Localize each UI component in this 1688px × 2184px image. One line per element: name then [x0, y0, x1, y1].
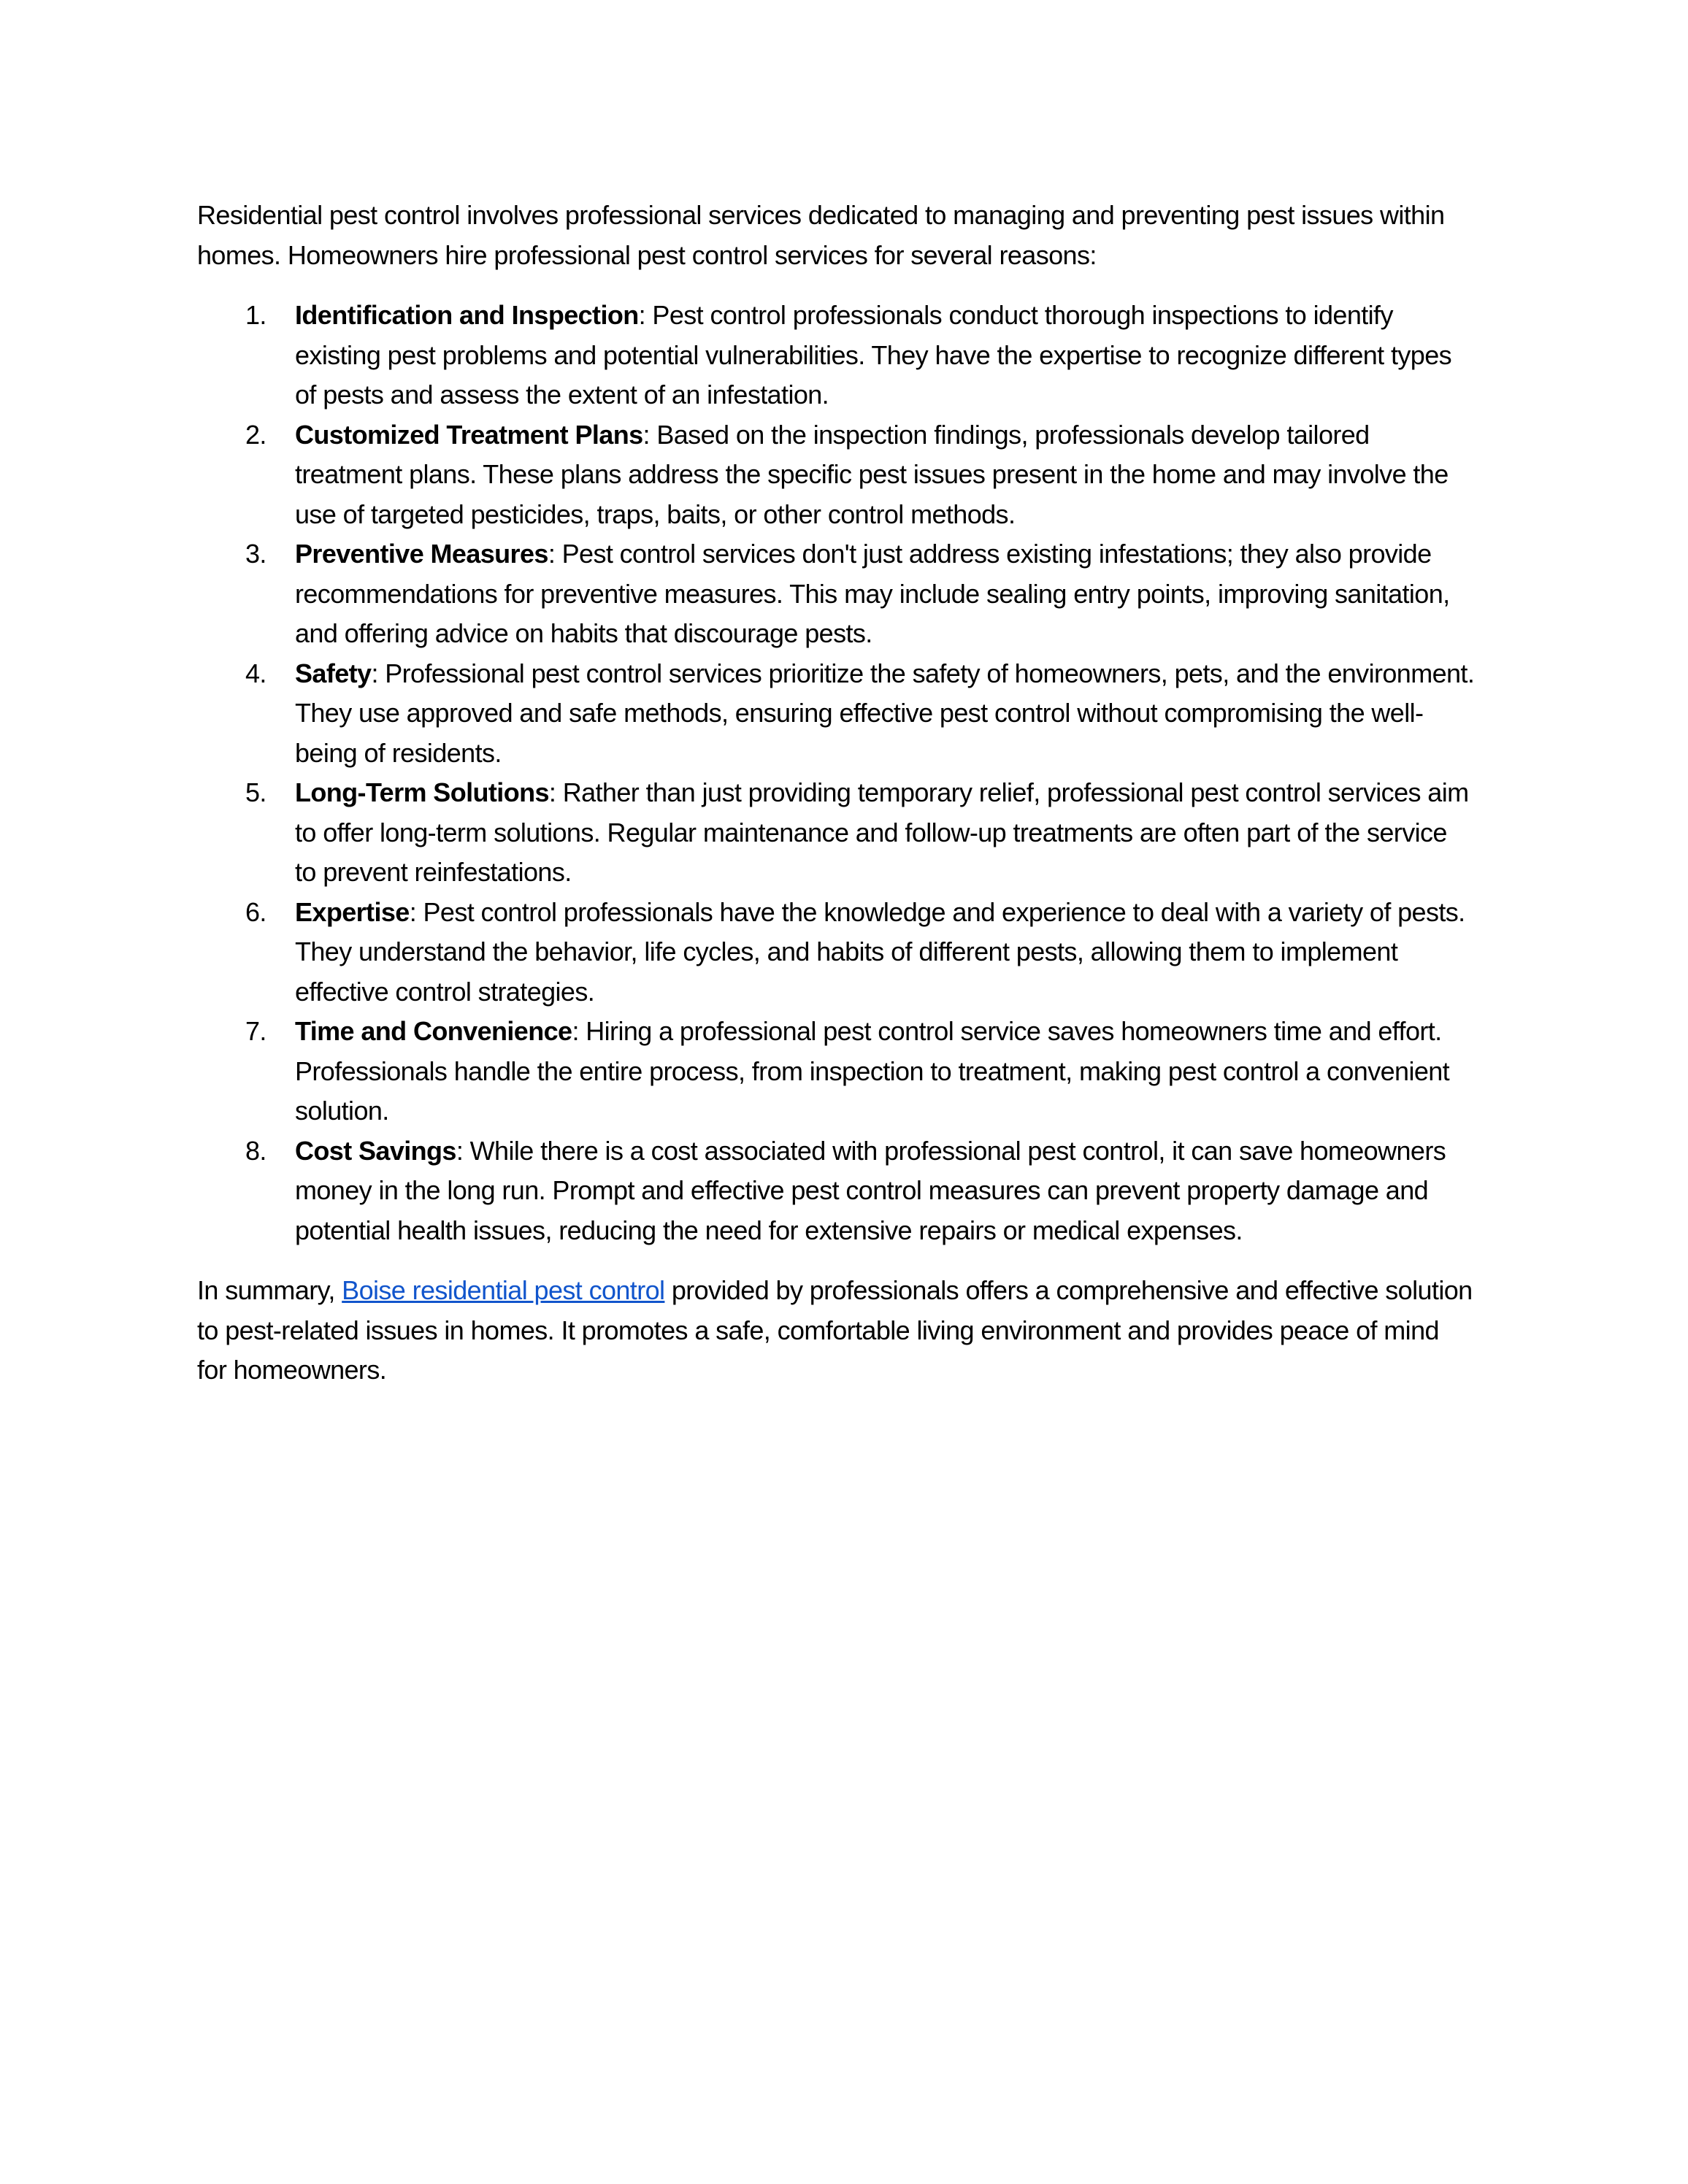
- list-item: [197, 893, 1475, 1012]
- item-title: Safety: [295, 658, 372, 688]
- item-text: : Hiring a professional pest control service saves homeowners time and effort. Professionals handle the entire process, from inspection to treatment, making pest control a convenient solution.: [295, 1016, 1450, 1126]
- item-title: Preventive Measures: [295, 539, 548, 569]
- item-title: Long-Term Solutions: [295, 777, 549, 807]
- list-item: [197, 1131, 1475, 1251]
- item-text: : Pest control professionals have the knowledge and experience to deal with a variety of pests. They understand the behavior, life cycles, and habits of different pests, allowing them to implement effective control strategies.: [295, 896, 1465, 1007]
- item-text: : Pest control services don't just address existing infestations; they also provide recommendations for preventive measures. This may include sealing entry points, improving sanitation, and offering advice on habits that discourage pests.: [295, 539, 1450, 648]
- list-number: 2.: [245, 419, 266, 450]
- item-text: : While there is a cost associated with professional pest control, it can save homeowners money in the long run. Prompt and effective pest control measures can prevent property damage and potential health issues, reducing the need for extensive repairs or medical expenses.: [295, 1135, 1446, 1245]
- list-number: 1.: [245, 300, 266, 330]
- item-title: Cost Savings: [295, 1135, 456, 1166]
- summary-paragraph: [197, 1271, 1475, 1391]
- summary-text-after: provided by professionals offers a comprehensive and effective solution to pest-related issues in homes. It promotes a safe, comfortable living environment and provides peace of mind for homeowners.: [197, 1275, 1473, 1385]
- item-text: : Professional pest control services prioritize the safety of homeowners, pets, and the environment. They use approved and safe methods, ensuring effective pest control without compromising the well-being of residents.: [295, 658, 1475, 768]
- item-text: : Based on the inspection findings, professionals develop tailored treatment plans. These plans address the specific pest issues present in the home and may involve the use of targeted pesticides, traps, baits, or other control methods.: [295, 419, 1449, 529]
- list-number: 6.: [245, 896, 266, 927]
- list-number: 5.: [245, 777, 266, 807]
- item-text: : Pest control professionals conduct thorough inspections to identify existing pest problems and potential vulnerabilities. They have the expertise to recognize different types of pests and assess the extent of an infestation.: [295, 300, 1452, 410]
- intro-paragraph: Residential pest control involves professional services dedicated to managing and preventing pest issues within homes. Homeowners hire professional pest control services for several reasons:: [197, 200, 1445, 270]
- item-title: Time and Convenience: [295, 1016, 572, 1046]
- list-item: [197, 1012, 1475, 1131]
- list-number: 4.: [245, 658, 266, 688]
- list-item: [197, 654, 1475, 774]
- boise-pest-control-link[interactable]: Boise residential pest control: [342, 1275, 665, 1305]
- list-number: 7.: [245, 1016, 266, 1046]
- item-text: : Rather than just providing temporary relief, professional pest control services aim to offer long-term solutions. Regular maintenance and follow-up treatments are often part of the service to prevent reinfestations.: [295, 777, 1469, 887]
- list-number: 8.: [245, 1135, 266, 1166]
- item-title: Customized Treatment Plans: [295, 419, 643, 450]
- item-title: Expertise: [295, 896, 410, 927]
- list-item: [197, 534, 1475, 654]
- summary-text-before: In summary,: [197, 1275, 342, 1305]
- list-item: [197, 415, 1475, 535]
- list-number: 3.: [245, 539, 266, 569]
- item-title: Identification and Inspection: [295, 300, 639, 330]
- document-page: [197, 196, 1475, 1391]
- list-item: [197, 773, 1475, 893]
- reasons-list: [197, 296, 1475, 1250]
- list-item: [197, 296, 1475, 415]
